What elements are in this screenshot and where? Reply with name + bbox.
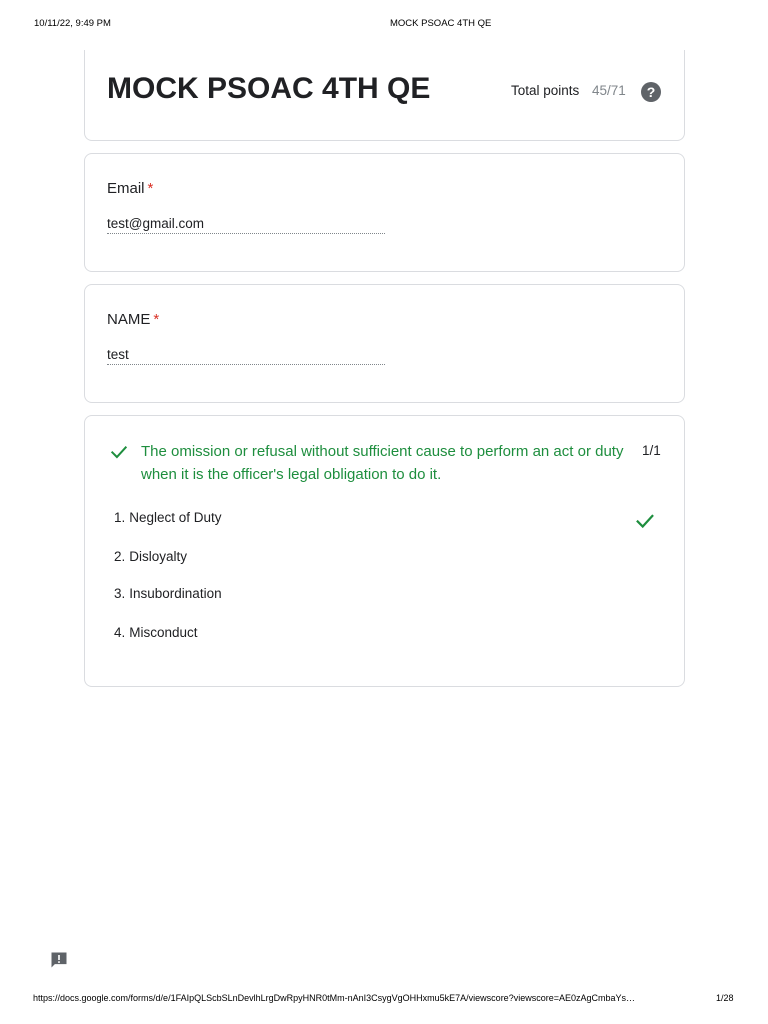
- answer-option: [114, 625, 198, 640]
- option-number: 1.: [114, 510, 126, 525]
- name-question-card: [84, 284, 685, 403]
- question-text: The omission or refusal without sufficient cause to perform an act or duty when it is the officer's legal obligation to do it.: [141, 443, 624, 483]
- name-field: test: [107, 347, 385, 365]
- help-circle-icon[interactable]: ?: [641, 82, 661, 102]
- option-number: 3.: [114, 586, 126, 601]
- quiz-question-card: [84, 415, 685, 687]
- option-label: Neglect of Duty: [129, 510, 222, 525]
- answer-option: [114, 510, 222, 525]
- option-label: Insubordination: [129, 586, 222, 601]
- name-label-text: NAME: [107, 311, 151, 328]
- answer-option: [114, 586, 222, 601]
- page-number: 1/28: [716, 993, 734, 1003]
- answer-option: [114, 549, 187, 564]
- total-points-value: 45/71: [592, 83, 626, 98]
- email-label-text: Email: [107, 180, 145, 197]
- email-field: test@gmail.com: [107, 216, 385, 234]
- print-datetime: 10/11/22, 9:49 PM: [34, 18, 111, 29]
- print-title: MOCK PSOAC 4TH QE: [390, 18, 492, 29]
- check-icon: [109, 442, 129, 462]
- correct-answer-check-icon: [634, 510, 656, 532]
- required-marker: *: [153, 311, 160, 328]
- email-label: [107, 180, 153, 197]
- question-score: 1/1: [642, 443, 661, 458]
- option-number: 4.: [114, 625, 126, 640]
- page-url: https://docs.google.com/forms/d/e/1FAIpQLScbSLnDevlhLrgDwRpyHNR0tMm-nAnI3CsygVgOHHxmu5kE7A/viewscore?viewscore=AE0zAgCmbaYs…: [33, 993, 635, 1003]
- name-label: [107, 311, 159, 328]
- form-title: MOCK PSOAC 4TH QE: [107, 72, 431, 105]
- option-label: Disloyalty: [129, 549, 188, 564]
- print-header: [0, 18, 768, 32]
- option-number: 2.: [114, 549, 126, 564]
- feedback-icon[interactable]: [49, 950, 69, 970]
- email-question-card: [84, 153, 685, 272]
- required-marker: *: [147, 180, 154, 197]
- form-header-card: [84, 50, 685, 141]
- option-label: Misconduct: [129, 625, 198, 640]
- total-points-label: Total points: [511, 83, 580, 98]
